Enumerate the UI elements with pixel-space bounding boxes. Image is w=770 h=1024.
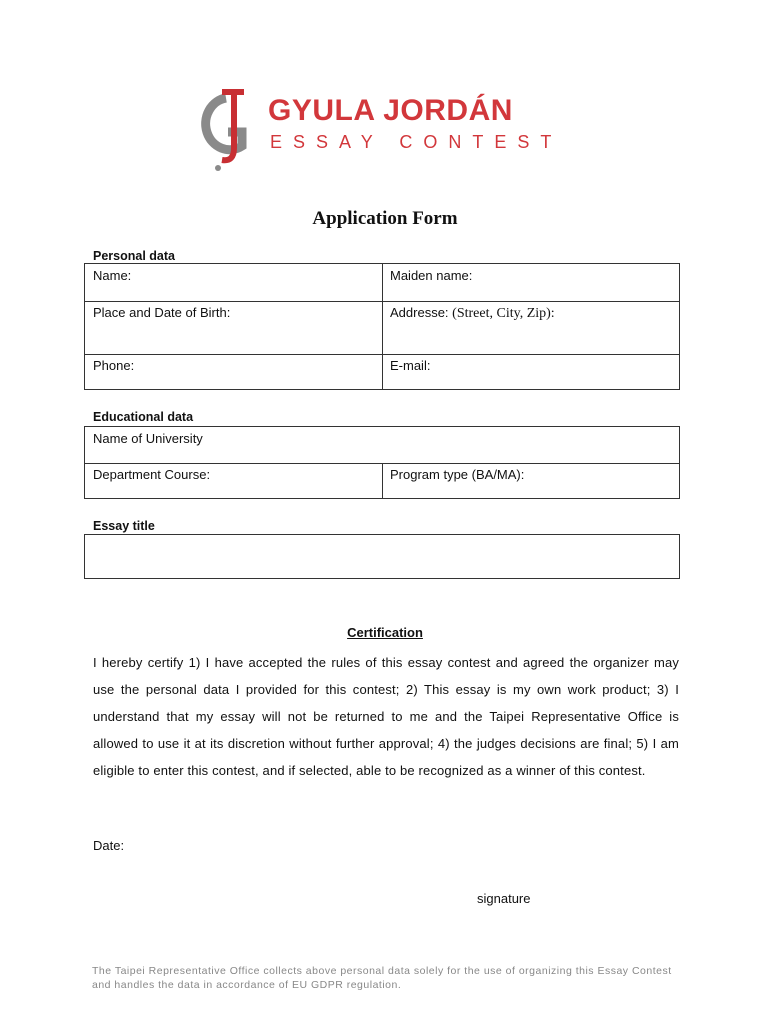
certification-text: I hereby certify 1) I have accepted the rules of this essay contest and agreed the organizer may use the personal data I provided for this contest; 2) This essay is my own work product; 3) I understand that my essay will not be returned to me and the Taipei Representative Office is allowed to use it at its discretion without further approval; 4) the judges decisions are final; 5) I am eligible to enter this contest, and if selected, able to be recognized as a winner of this contest. — [93, 655, 679, 778]
essay-title-heading: Essay title — [93, 519, 155, 533]
address-detail-label: (Street, City, Zip): — [452, 306, 555, 321]
logo-name: GYULA JORDÁN — [268, 94, 513, 127]
contest-logo — [196, 88, 563, 178]
university-field[interactable]: Name of University — [93, 431, 203, 446]
address-field[interactable] — [382, 301, 679, 354]
email-field[interactable]: E-mail: — [390, 358, 431, 373]
personal-data-heading: Personal data — [93, 249, 175, 263]
page-title: Application Form — [312, 208, 458, 229]
gj-monogram-icon — [196, 88, 260, 174]
phone-field[interactable]: Phone: — [93, 358, 135, 373]
educational-data-heading: Educational data — [93, 410, 194, 424]
signature-label: signature — [477, 891, 531, 906]
place-date-birth-field[interactable]: Place and Date of Birth: — [93, 305, 231, 320]
name-field[interactable]: Name: — [93, 268, 132, 283]
educational-data-table — [84, 426, 680, 499]
maiden-name-field[interactable]: Maiden name: — [390, 268, 473, 283]
department-field[interactable]: Department Course: — [93, 467, 211, 482]
privacy-footer: The Taipei Representative Office collects above personal data solely for the use of organizing this Essay Contest and handles the data in accordance of EU GDPR regulation. — [92, 965, 672, 991]
personal-data-table — [84, 263, 680, 390]
date-label: Date: — [93, 838, 125, 853]
address-label: Addresse: — [390, 305, 449, 320]
essay-title-field[interactable] — [84, 534, 680, 579]
certification-heading: Certification — [347, 625, 423, 640]
logo-subtitle: ESSAY CONTEST — [270, 132, 563, 152]
program-type-field[interactable]: Program type (BA/MA): — [390, 467, 525, 482]
